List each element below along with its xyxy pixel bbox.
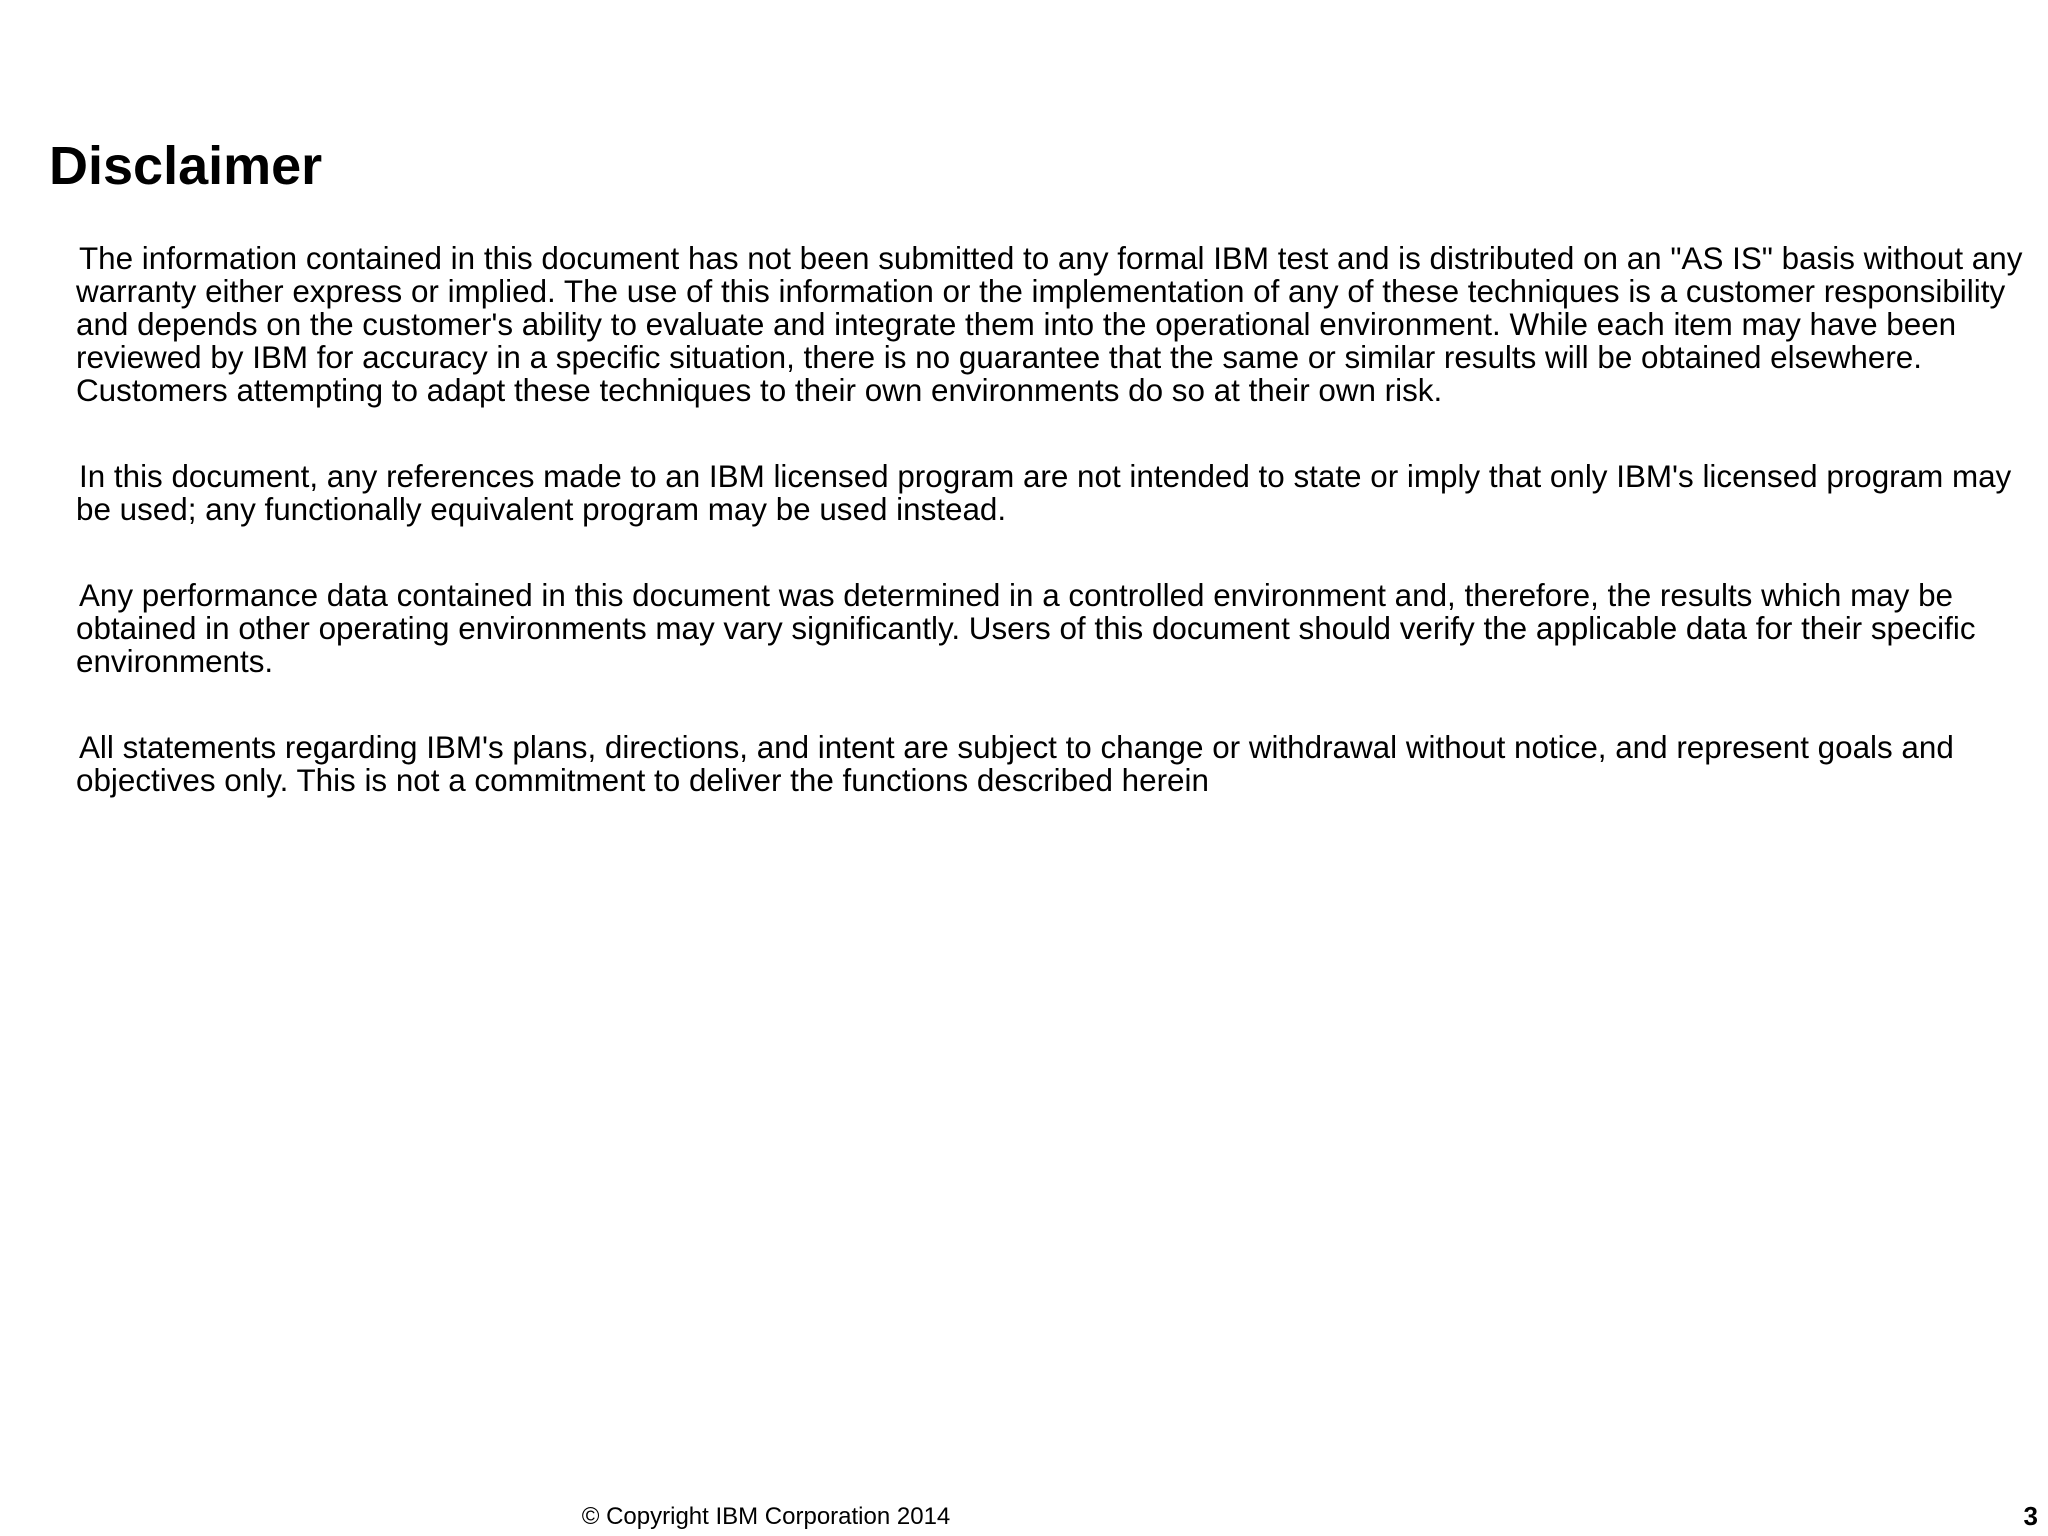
slide-title: Disclaimer xyxy=(49,136,323,196)
disclaimer-paragraph-warranty: The information contained in this document has not been submitted to any formal IBM test and is distributed on an "AS IS" basis without any warranty either express or implied. The use of this information or the implementation of any of these techniques is a customer responsibility and depends on the customer's ability to evaluate and integrate them into the operational environment. While each item may have been reviewed by IBM for accuracy in a specific situation, there is no guarantee that the same or similar results will be obtained elsewhere. Customers attempting to adapt these techniques to their own environments do so at their own risk. xyxy=(76,241,2023,408)
disclaimer-body xyxy=(76,242,2026,850)
disclaimer-paragraph-plans-statements: All statements regarding IBM's plans, directions, and intent are subject to change or withdrawal without notice, and represent goals and objectives only. This is not a commitment to deliver the functions described herein xyxy=(76,730,1954,798)
disclaimer-paragraph-licensed-program: In this document, any references made to an IBM licensed program are not intended to state or imply that only IBM's licensed program may be used; any functionally equivalent program may be used instead. xyxy=(76,459,2012,527)
disclaimer-paragraph-performance-data: Any performance data contained in this document was determined in a controlled environment and, therefore, the results which may be obtained in other operating environments may vary significantly. Users of this document should verify the applicable data for their specific environments. xyxy=(76,578,1976,679)
page-number: 3 xyxy=(2023,1501,2038,1531)
footer-copyright: © Copyright IBM Corporation 2014 xyxy=(581,1503,951,1530)
